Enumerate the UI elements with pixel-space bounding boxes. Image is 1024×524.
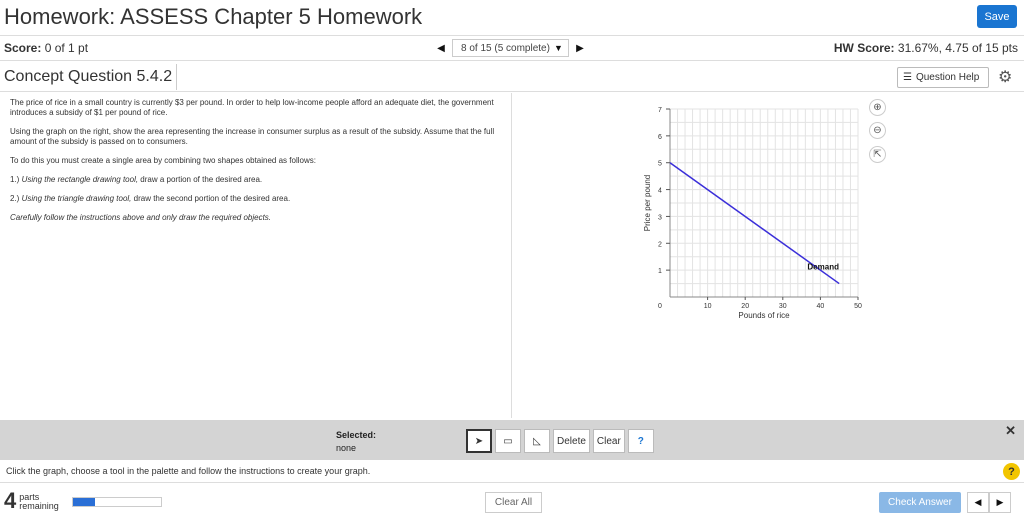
score [4, 41, 88, 55]
next-question-button[interactable] [569, 38, 591, 58]
delete-button[interactable]: Delete [553, 429, 590, 453]
score-bar [0, 36, 1024, 61]
instruction-text: Click the graph, choose a tool in the palette and follow the instructions to create your graph. [6, 466, 371, 476]
step-2-prefix: 2.) [10, 194, 22, 203]
popout-icon[interactable]: ⇱ [869, 146, 886, 163]
parts-count: 4 [4, 488, 17, 513]
save-button[interactable]: Save [977, 5, 1017, 28]
demand-graph[interactable] [640, 100, 880, 325]
remaining-word: remaining [19, 501, 59, 511]
x-axis-label: Pounds of rice [738, 311, 790, 320]
column-divider [511, 93, 512, 418]
tool-palette [466, 429, 654, 453]
question-nav [430, 38, 591, 58]
question-select[interactable] [452, 39, 569, 57]
parts-word: parts [19, 492, 40, 502]
x-tick-label: 50 [854, 303, 862, 310]
question-text [10, 98, 510, 232]
close-icon[interactable]: ✕ [1005, 423, 1016, 438]
selected-value: none [336, 443, 357, 453]
parts-progress-fill [73, 498, 95, 506]
x-tick-label: 20 [741, 303, 750, 310]
help-icon[interactable]: ? [1003, 463, 1020, 480]
question-note: Carefully follow the instructions above and only draw the required objects. [10, 213, 272, 222]
parts-label [19, 490, 59, 511]
step-2-tool: Using the triangle drawing tool, [21, 194, 132, 203]
question-paragraph: To do this you must create a single area by combining two shapes obtained as follows: [10, 156, 316, 165]
origin-label: 0 [658, 303, 662, 310]
y-tick-label: 7 [658, 107, 662, 114]
score-value: 0 of 1 pt [44, 41, 89, 55]
question-help-label: Question Help [915, 72, 980, 83]
question-help-button[interactable] [897, 67, 989, 88]
question-header [0, 62, 1024, 92]
triangle-left-icon: ◀ [437, 42, 445, 54]
next-button[interactable] [989, 492, 1011, 513]
triangle-right-icon: ▶ [996, 497, 1004, 507]
pointer-icon: ➤ [474, 435, 484, 447]
question-title: Concept Question 5.4.2 [0, 64, 177, 90]
palette-help-button[interactable]: ? [628, 429, 654, 453]
clear-all-button[interactable]: Clear All [485, 492, 542, 513]
list-icon: ☰ [903, 72, 912, 83]
pointer-tool[interactable] [466, 429, 492, 453]
y-tick-label: 4 [658, 187, 662, 195]
hw-score-value: 31.67%, 4.75 of 15 pts [897, 41, 1018, 55]
gear-icon[interactable]: ⚙ [998, 69, 1013, 86]
y-axis-label: Price per pound [643, 174, 652, 232]
x-tick-label: 40 [816, 303, 825, 310]
zoom-out-icon[interactable]: ⊖ [869, 122, 886, 139]
prev-question-button[interactable] [430, 38, 452, 58]
clear-button[interactable]: Clear [593, 429, 625, 453]
drawing-palette [0, 420, 1024, 460]
y-tick-label: 2 [658, 241, 662, 249]
step-1-rest: draw a portion of the desired area. [138, 175, 263, 184]
footer [0, 484, 1024, 524]
question-select-value: 8 of 15 (5 complete) [461, 42, 550, 54]
step-1-prefix: 1.) [10, 175, 22, 184]
question-pager [967, 492, 1011, 513]
parts-progress-bar [72, 497, 162, 507]
page-title: Homework: ASSESS Chapter 5 Homework [4, 4, 423, 29]
x-tick-label: 10 [703, 303, 712, 310]
parts-remaining [4, 490, 59, 512]
question-paragraph: The price of rice in a small country is currently $3 per pound. In order to help low-income people afford an adequate diet, the government introduces a subsidy of $1 per pound of rice. [10, 98, 494, 117]
instruction-bar [0, 461, 1024, 483]
question-paragraph: Using the graph on the right, show the area representing the increase in consumer surplus as a result of the subsidy. Assume that the full amount of the subsidy is passed on to consumers. [10, 127, 495, 146]
step-2-rest: draw the second portion of the desired area. [131, 194, 291, 203]
page-header [0, 0, 1024, 36]
score-label: Score: [4, 41, 42, 55]
y-tick-label: 1 [658, 268, 662, 276]
triangle-right-icon: ▶ [576, 42, 584, 54]
check-answer-button[interactable]: Check Answer [879, 492, 961, 513]
step-1 [10, 175, 510, 185]
triangle-icon: ◺ [533, 435, 541, 447]
y-tick-label: 5 [658, 160, 662, 168]
selected-label: Selected: [336, 430, 377, 440]
prev-button[interactable] [967, 492, 989, 513]
caret-down-icon: ▼ [553, 43, 563, 53]
hw-score [834, 41, 1018, 55]
step-1-tool: Using the rectangle drawing tool, [21, 175, 139, 184]
selected-status [336, 429, 376, 455]
y-tick-label: 6 [658, 133, 662, 141]
demand-label: Demand [807, 262, 839, 272]
y-tick-label: 3 [658, 214, 662, 222]
x-tick-label: 30 [778, 303, 787, 310]
step-2 [10, 194, 510, 204]
triangle-tool[interactable] [524, 429, 550, 453]
triangle-left-icon: ◀ [974, 497, 982, 507]
rectangle-tool[interactable] [495, 429, 521, 453]
hw-score-label: HW Score: [833, 41, 895, 55]
zoom-in-icon[interactable]: ⊕ [869, 99, 886, 116]
rectangle-icon: ▭ [503, 435, 513, 447]
